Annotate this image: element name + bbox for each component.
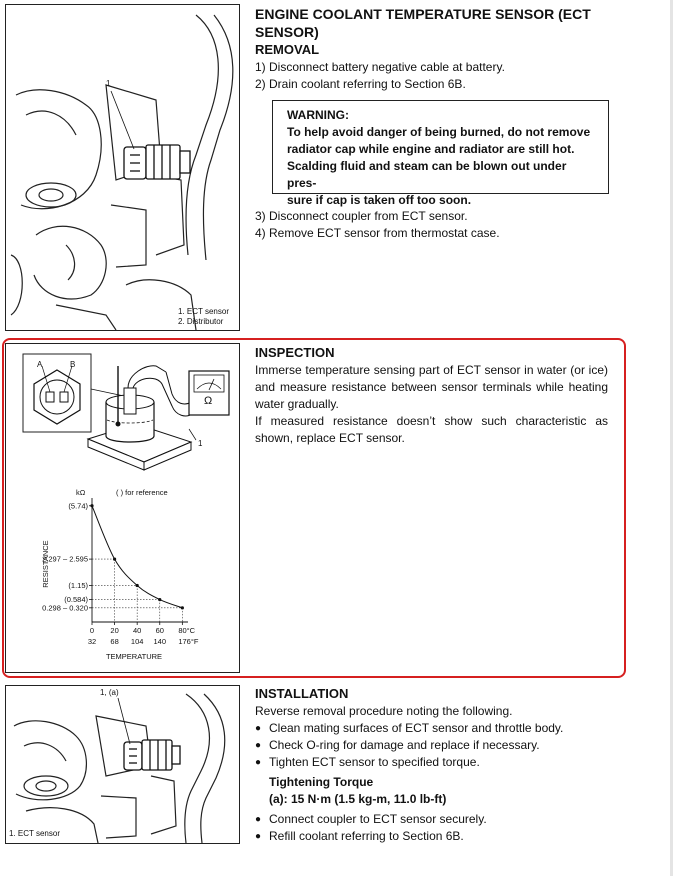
x-tick-label-fahrenheit: 32 — [87, 637, 97, 646]
reference-note: ( ) for reference — [116, 488, 168, 497]
warning-box — [272, 100, 609, 207]
warning-line-1: To help avoid danger of being burned, do not remove — [287, 125, 591, 139]
data-point — [181, 606, 184, 609]
y-tick-label: (5.74) — [68, 501, 88, 511]
section-title-line1: ENGINE COOLANT TEMPERATURE SENSOR (ECT — [255, 6, 591, 22]
y-tick-label: (1.15) — [68, 580, 88, 590]
y-unit-label: kΩ — [76, 488, 86, 497]
x-tick-label-fahrenheit: 140 — [153, 637, 167, 646]
warning-line-3: Scalding fluid and steam can be blown out under pres- — [287, 159, 567, 190]
removal-steps-b — [255, 208, 611, 242]
data-point — [158, 598, 161, 601]
connector-label-b: B — [70, 360, 76, 369]
removal-step-1: 1) Disconnect battery negative cable at battery. — [255, 60, 505, 74]
removal-legend-1: 1. ECT sensor — [178, 307, 229, 316]
installation-intro: Reverse removal procedure noting the following. — [255, 704, 513, 718]
data-point — [113, 558, 116, 561]
inspection-figure — [5, 343, 240, 673]
warning-line-4: sure if cap is taken off too soon. — [287, 193, 472, 207]
x-axis-title: TEMPERATURE — [105, 652, 163, 661]
x-tick-label-celsius: 40 — [133, 626, 142, 635]
removal-legend-2: 2. Distributor — [178, 317, 224, 326]
x-tick-label-fahrenheit: 176°F — [178, 637, 199, 646]
installation-bullets-b — [255, 811, 611, 845]
removal-figure — [5, 4, 240, 331]
installation-section — [255, 685, 611, 845]
x-tick-label-fahrenheit: 104 — [130, 637, 144, 646]
installation-illustration — [6, 686, 239, 843]
removal-illustration — [6, 5, 239, 330]
inspection-section — [255, 344, 608, 447]
x-tick-label-celsius: 80°C — [178, 626, 196, 635]
removal-step-3: 3) Disconnect coupler from ECT sensor. — [255, 209, 468, 223]
installation-bullet-2: ● Check O-ring for damage and replace if necessary. — [255, 737, 611, 754]
torque-value: (a): 15 N·m (1.5 kg-m, 11.0 lb-ft) — [269, 792, 447, 806]
torque-heading: Tightening Torque — [269, 775, 374, 789]
installation-heading: INSTALLATION — [255, 686, 349, 701]
warning-heading: WARNING: — [287, 108, 349, 122]
data-point — [136, 584, 139, 587]
ohmmeter-symbol: Ω — [204, 395, 213, 407]
inspection-paragraph-1: Immerse temperature sensing part of ECT sensor in water (or ice) and measure resistance between sensor terminals while heating water gradually. — [255, 363, 608, 411]
installation-bullet-1: ● Clean mating surfaces of ECT sensor and throttle body. — [255, 720, 611, 737]
removal-callout: 1 — [106, 79, 111, 88]
removal-step-4: 4) Remove ECT sensor from thermostat case. — [255, 226, 500, 240]
removal-heading: REMOVAL — [255, 42, 320, 57]
y-axis-title: RESISTANCE — [41, 540, 50, 588]
removal-section — [255, 5, 611, 93]
connector-label-a: A — [37, 360, 43, 369]
inspection-paragraph-2: If measured resistance doesn’t show such characteristic as shown, replace ECT sensor. — [255, 414, 608, 445]
x-tick-label-fahrenheit: 68 — [110, 637, 119, 646]
section-title-line2: SENSOR) — [255, 24, 319, 40]
inspection-callout: 1 — [198, 439, 203, 448]
y-tick-label: 2.297 – 2.595 — [42, 554, 88, 564]
installation-figure — [5, 685, 240, 844]
resistance-chart — [6, 482, 239, 672]
installation-callout: 1, (a) — [100, 688, 119, 697]
warning-line-2: radiator cap while engine and radiator are still hot. — [287, 142, 575, 156]
x-tick-label-celsius: 60 — [155, 626, 164, 635]
installation-bullets-a — [255, 720, 611, 771]
y-tick-label: 0.298 – 0.320 — [42, 603, 88, 613]
installation-bullet-5: ● Refill coolant referring to Section 6B. — [255, 828, 611, 845]
x-tick-label-celsius: 0 — [89, 626, 95, 635]
y-tick-label: (0.584) — [64, 595, 88, 605]
inspection-heading: INSPECTION — [255, 345, 335, 360]
installation-bullet-4: ● Connect coupler to ECT sensor securely. — [255, 811, 611, 828]
installation-legend: 1. ECT sensor — [9, 829, 60, 838]
removal-step-2: 2) Drain coolant referring to Section 6B. — [255, 77, 466, 91]
installation-bullet-3: ● Tighten ECT sensor to specified torque. — [255, 754, 611, 771]
x-tick-label-celsius: 20 — [110, 626, 119, 635]
